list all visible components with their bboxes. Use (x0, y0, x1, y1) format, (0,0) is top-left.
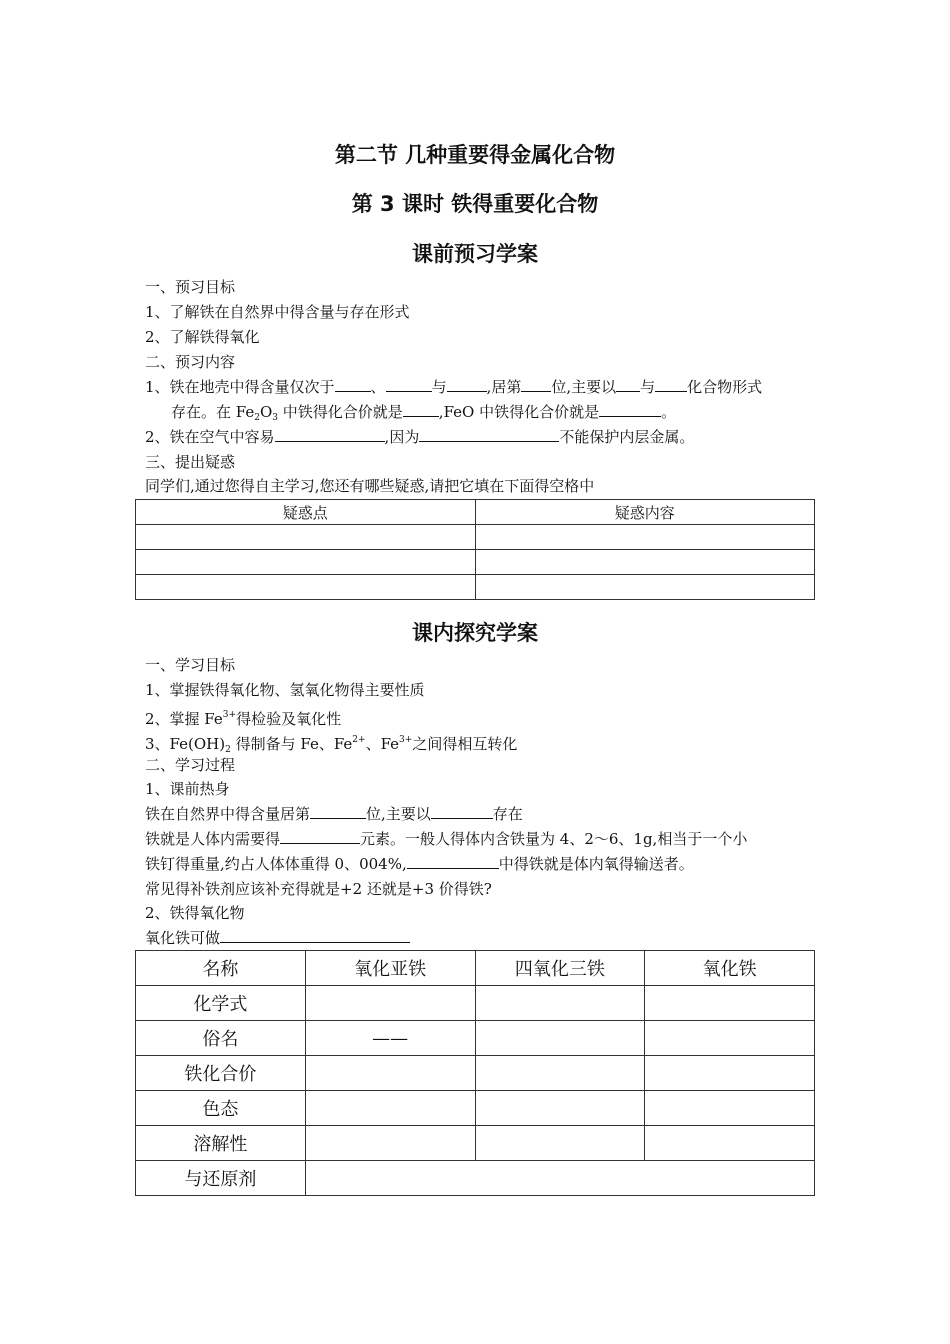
table-header: 疑惑内容 (475, 500, 815, 525)
explore-goal-heading: 一、学习目标 (145, 656, 236, 674)
preview-content-heading: 二、预习内容 (145, 353, 236, 371)
fill-blank[interactable] (280, 829, 360, 844)
table-cell[interactable] (305, 1126, 475, 1161)
preview-goal-1: 1、了解铁在自然界中得含量与存在形式 (145, 303, 410, 321)
preview-title: 课前预习学案 (412, 242, 538, 266)
table-cell[interactable] (475, 986, 645, 1021)
table-header: 名称 (136, 951, 306, 986)
row-label: 俗名 (136, 1021, 306, 1056)
table-cell[interactable] (645, 1091, 815, 1126)
doubt-intro: 同学们,通过您得自主学习,您还有哪些疑惑,请把它填在下面得空格中 (145, 477, 595, 495)
fill-blank[interactable] (616, 377, 640, 392)
fill-blank[interactable] (447, 377, 487, 392)
table-row (136, 525, 815, 550)
preview-content-2: 2、铁在空气中容易 ,因为 不能保护内层金属。 (145, 428, 695, 446)
table-header: 四氧化三铁 (475, 951, 645, 986)
section-title: 第二节 几种重要得金属化合物 (334, 143, 616, 167)
row-label: 铁化合价 (136, 1056, 306, 1091)
fill-blank[interactable] (431, 804, 493, 819)
table-cell[interactable] (136, 550, 476, 575)
explore-goal-2: 2、掌握 $Fe^{3+}$得检验及氧化性 (145, 710, 342, 728)
table-row (136, 1161, 815, 1196)
row-label: 化学式 (136, 986, 306, 1021)
table-cell[interactable] (475, 575, 815, 600)
table-header: 氧化亚铁 (305, 951, 475, 986)
table-cell[interactable] (475, 1056, 645, 1091)
table-cell[interactable] (475, 550, 815, 575)
preview-content-1b: 存在。在 $Fe_2O_3$ 中铁得化合价就是 ,FeO 中铁得化合价就是 。 (171, 403, 677, 423)
table-cell[interactable] (136, 525, 476, 550)
fill-blank[interactable] (335, 377, 371, 392)
table-header-row (136, 951, 815, 986)
table-cell[interactable] (305, 1091, 475, 1126)
fill-blank[interactable] (655, 377, 687, 392)
fill-blank[interactable] (220, 928, 410, 943)
table-cell: —— (305, 1021, 475, 1056)
explore-goal-1: 1、掌握铁得氧化物、氢氧化物得主要性质 (145, 681, 425, 699)
oxide-table (135, 950, 815, 1196)
row-label: 色态 (136, 1091, 306, 1126)
warmup-line-3: 铁钉得重量,约占人体体重得 0、004%, 中得铁就是体内氧得输送者。 (145, 855, 694, 873)
table-cell[interactable] (475, 1126, 645, 1161)
fill-blank[interactable] (275, 427, 385, 442)
table-row (136, 575, 815, 600)
warmup-line-2: 铁就是人体内需要得 元素。一般人得体内含铁量为 4、2～6、1g,相当于一个小 (145, 830, 748, 848)
warmup-line-4: 常见得补铁剂应该补充得就是+2 还就是+3 价得铁? (145, 880, 492, 898)
lesson-title: 第 3 课时 铁得重要化合物 (351, 192, 599, 216)
warmup-heading: 1、课前热身 (145, 780, 230, 798)
explore-goal-3: 3、$Fe(OH)_2$ 得制备与 Fe、$Fe^{2+}$、$Fe^{3+}$之间得相互转化 (145, 735, 518, 755)
table-cell[interactable] (645, 1021, 815, 1056)
table-cell[interactable] (475, 1091, 645, 1126)
table-cell[interactable] (645, 1126, 815, 1161)
row-label: 溶解性 (136, 1126, 306, 1161)
doubt-heading: 三、提出疑惑 (145, 453, 236, 471)
fill-blank[interactable] (599, 402, 661, 417)
row-label: 与还原剂 (136, 1161, 306, 1196)
table-cell[interactable] (305, 986, 475, 1021)
table-cell[interactable] (645, 986, 815, 1021)
preview-goal-2: 2、了解铁得氧化 (145, 328, 260, 346)
preview-content-1a: 1、铁在地壳中得含量仅次于 、 与 ,居第 位,主要以 与 化合物形式 (145, 378, 763, 396)
process-heading: 二、学习过程 (145, 756, 236, 774)
fill-blank[interactable] (419, 427, 559, 442)
oxide-use-line: 氧化铁可做 (145, 928, 410, 948)
table-row (136, 986, 815, 1021)
fill-blank[interactable] (407, 854, 499, 869)
table-cell[interactable] (136, 575, 476, 600)
table-row (136, 1021, 815, 1056)
table-header: 氧化铁 (645, 951, 815, 986)
table-cell[interactable] (305, 1056, 475, 1091)
warmup-line-1: 铁在自然界中得含量居第 位,主要以 存在 (145, 805, 523, 823)
table-header: 疑惑点 (136, 500, 476, 525)
table-row (136, 1126, 815, 1161)
table-cell[interactable] (305, 1161, 814, 1196)
table-cell[interactable] (475, 1021, 645, 1056)
fill-blank[interactable] (403, 402, 439, 417)
table-cell[interactable] (645, 1056, 815, 1091)
table-cell[interactable] (475, 525, 815, 550)
oxides-heading: 2、铁得氧化物 (145, 904, 245, 922)
table-row (136, 1091, 815, 1126)
fill-blank[interactable] (386, 377, 432, 392)
doubt-table (135, 499, 815, 600)
table-row (136, 1056, 815, 1091)
table-row (136, 550, 815, 575)
fill-blank[interactable] (521, 377, 551, 392)
explore-title: 课内探究学案 (412, 621, 538, 645)
fill-blank[interactable] (310, 804, 366, 819)
preview-goal-heading: 一、预习目标 (145, 278, 236, 296)
